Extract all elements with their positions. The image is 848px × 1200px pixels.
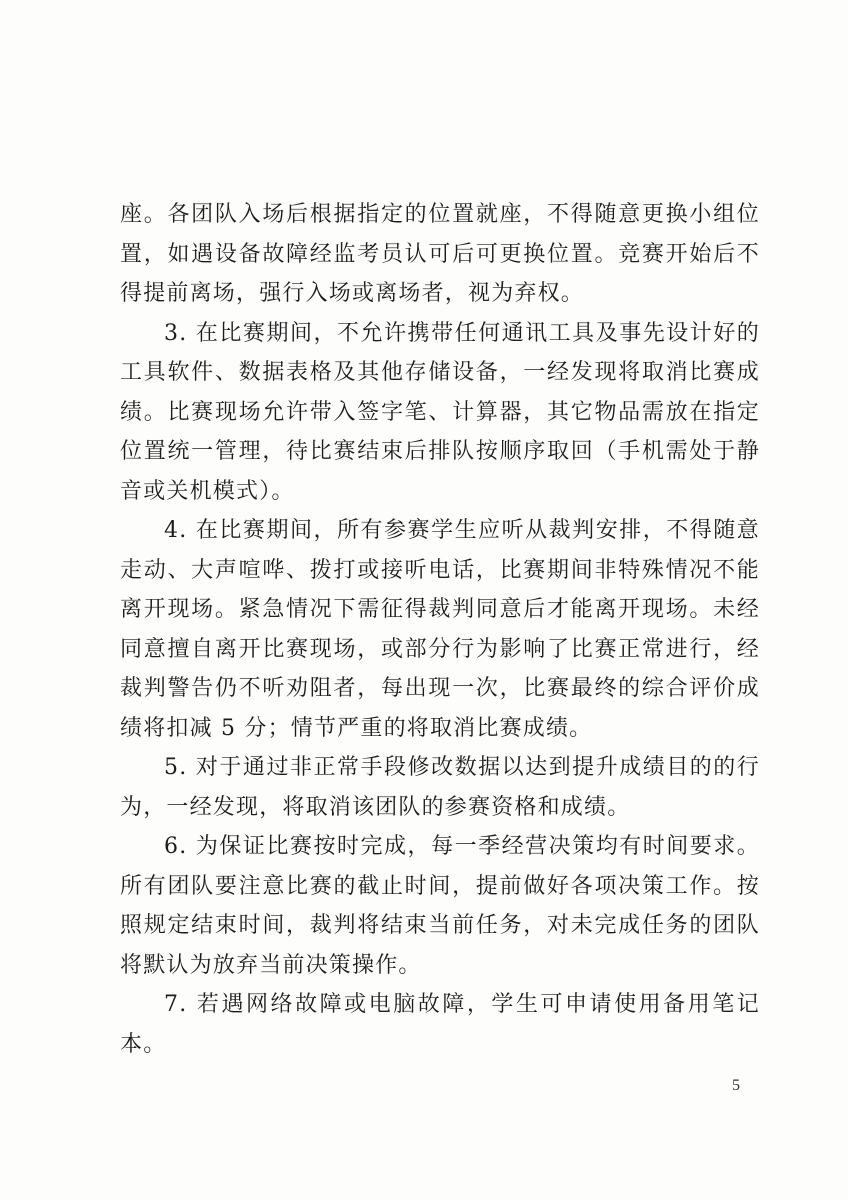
page-number: 5	[732, 1077, 740, 1094]
paragraph-continuation: 座。各团队入场后根据指定的位置就座，不得随意更换小组位置，如遇设备故障经监考员认可后可更换位置。竞赛开始后不得提前离场，强行入场或离场者，视为弃权。	[120, 202, 760, 306]
paragraph-rule-7: 7. 若遇网络故障或电脑故障，学生可申请使用备用笔记本。	[120, 992, 760, 1057]
paragraph-rule-4: 4. 在比赛期间，所有参赛学生应听从裁判安排，不得随意走动、大声喧哗、拨打或接听电话，比赛期间非特殊情况不能离开现场。紧急情况下需征得裁判同意后才能离开现场。未经同意擅自离开比赛现场，或部分行为影响了比赛正常进行，经裁判警告仍不听劝阻者，每出现一次，比赛最终的综合评价成绩将扣减 5 分；情节严重的将取消比赛成绩。	[120, 518, 760, 741]
paragraph-rule-3: 3. 在比赛期间，不允许携带任何通讯工具及事先设计好的工具软件、数据表格及其他存储设备，一经发现将取消比赛成绩。比赛现场允许带入签字笔、计算器，其它物品需放在指定位置统一管理，待比赛结束后排队按顺序取回（手机需处于静音或关机模式）。	[120, 320, 760, 504]
document-body	[120, 195, 760, 1064]
paragraph-rule-6: 6. 为保证比赛按时完成，每一季经营决策均有时间要求。所有团队要注意比赛的截止时间，提前做好各项决策工作。按照规定结束时间，裁判将结束当前任务，对未完成任务的团队将默认为放弃当前决策操作。	[120, 834, 760, 978]
paragraph-rule-5: 5. 对于通过非正常手段修改数据以达到提升成绩目的的行为，一经发现，将取消该团队的参赛资格和成绩。	[120, 755, 760, 820]
